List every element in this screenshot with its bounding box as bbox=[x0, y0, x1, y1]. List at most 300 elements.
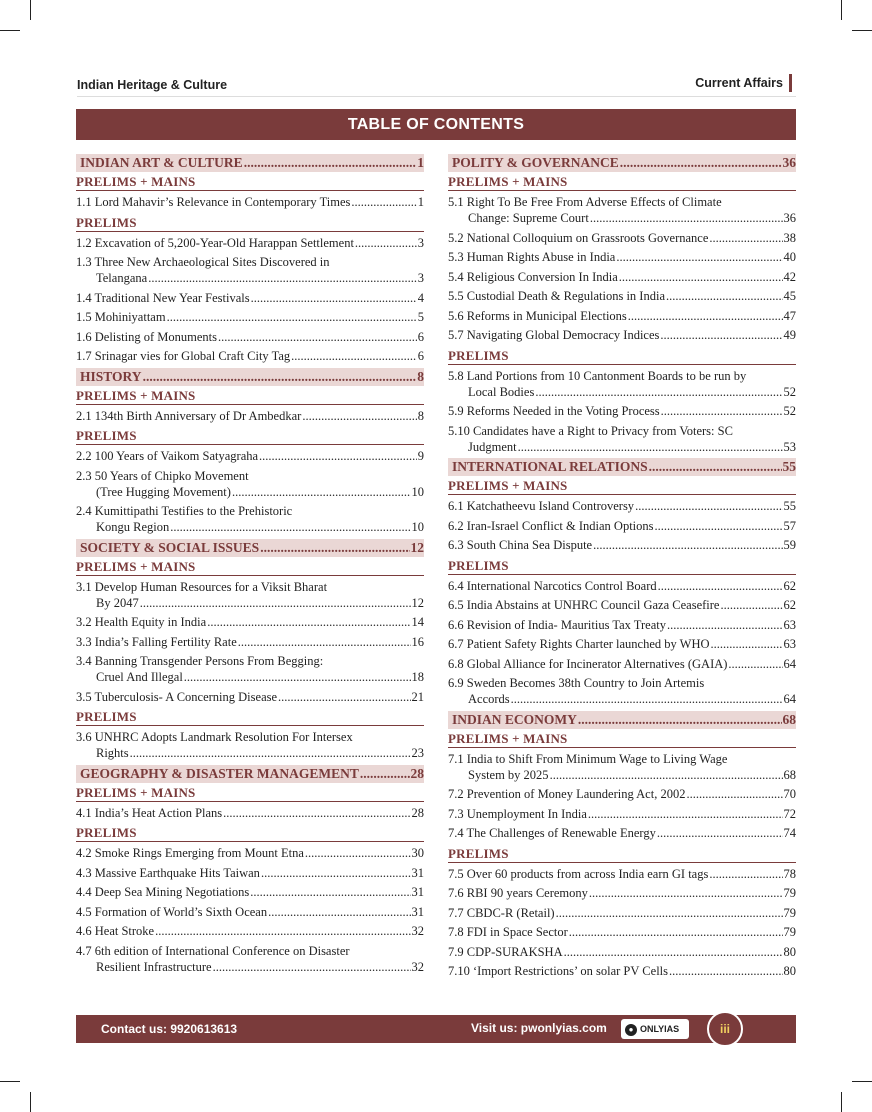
toc-entry[interactable] bbox=[76, 290, 424, 306]
entry-page-number: 21 bbox=[411, 689, 424, 704]
entry-row bbox=[76, 194, 424, 210]
entry-page-number: 10 bbox=[411, 520, 424, 534]
dot-leader bbox=[260, 539, 409, 557]
dot-leader bbox=[155, 923, 410, 939]
entry-title-line: 1.7 Srinagar vies for Global Craft City Tag bbox=[76, 349, 291, 363]
toc-entry[interactable] bbox=[76, 329, 424, 345]
entry-title-line: 4.4 Deep Sea Mining Negotiations bbox=[76, 885, 250, 899]
toc-entry[interactable] bbox=[448, 617, 796, 633]
dot-leader bbox=[261, 865, 411, 881]
section-heading[interactable] bbox=[76, 368, 424, 386]
entry-title-line: 5.10 Candidates have a Right to Privacy from Voters: SC bbox=[448, 423, 733, 438]
header-book-title: Indian Heritage & Culture bbox=[77, 78, 228, 92]
entry-title-line: 3.3 India’s Falling Fertility Rate bbox=[76, 634, 237, 649]
entry-page-number: 10 bbox=[411, 484, 424, 499]
toc-entry[interactable] bbox=[448, 368, 796, 400]
entry-title-line: Judgment bbox=[468, 439, 517, 454]
dot-leader bbox=[278, 689, 410, 705]
entry-title-line: 3.1 Develop Human Resources for a Viksit Bharat bbox=[76, 579, 328, 594]
entry-row bbox=[448, 537, 796, 553]
dot-leader bbox=[302, 408, 416, 424]
entry-row bbox=[448, 786, 796, 802]
entry-page-number: 32 bbox=[411, 924, 424, 938]
entry-page-number: 4 bbox=[417, 290, 424, 305]
toc-entry[interactable] bbox=[448, 825, 796, 841]
entry-title-line: 2.1 134th Birth Anniversary of Dr Ambedkar bbox=[76, 408, 302, 423]
section-page-number: 12 bbox=[410, 539, 424, 555]
entry-row bbox=[76, 689, 424, 705]
section-heading[interactable] bbox=[76, 765, 424, 783]
onlyias-logo bbox=[621, 1019, 689, 1039]
entry-page-number: 47 bbox=[783, 308, 796, 323]
logo-icon: ● bbox=[625, 1024, 637, 1036]
entry-title-line: 1.4 Traditional New Year Festivals bbox=[76, 290, 250, 305]
crop-mark bbox=[30, 1092, 31, 1112]
entry-row bbox=[448, 963, 796, 979]
entry-title-line: 7.8 FDI in Space Sector bbox=[448, 925, 568, 939]
toc-entry[interactable] bbox=[448, 944, 796, 960]
entry-page-number: 63 bbox=[783, 617, 796, 632]
section-heading[interactable] bbox=[448, 711, 796, 729]
entry-title-line: 7.1 India to Shift From Minimum Wage to Living Wage bbox=[448, 751, 728, 766]
entry-title-line: (Tree Hugging Movement) bbox=[96, 484, 231, 499]
entry-row bbox=[448, 885, 796, 901]
entry-page-number: 45 bbox=[783, 289, 796, 303]
entry-page-number: 8 bbox=[417, 408, 424, 423]
entry-title-line: 6.3 South China Sea Dispute bbox=[448, 538, 593, 552]
entry-title-line: Resilient Infrastructure bbox=[96, 959, 212, 974]
dot-leader bbox=[720, 597, 782, 613]
entry-row bbox=[448, 249, 796, 265]
toc-entry[interactable] bbox=[76, 653, 424, 685]
dot-leader bbox=[360, 765, 410, 783]
entry-title-line: 5.7 Navigating Global Democracy Indices bbox=[448, 328, 660, 342]
toc-entry[interactable] bbox=[448, 924, 796, 940]
toc-entry[interactable] bbox=[448, 230, 796, 246]
toc-entry[interactable] bbox=[76, 579, 424, 611]
entry-title-line: 5.1 Right To Be Free From Adverse Effects of Climate bbox=[448, 195, 722, 209]
entry-page-number: 62 bbox=[783, 578, 796, 593]
section-page-number: 1 bbox=[417, 155, 424, 170]
dot-leader bbox=[140, 595, 411, 611]
entry-title-line: 7.4 The Challenges of Renewable Energy bbox=[448, 826, 656, 840]
entry-page-number: 40 bbox=[783, 250, 796, 264]
toc-entry[interactable] bbox=[448, 249, 796, 265]
toc-entry[interactable] bbox=[76, 468, 424, 500]
entry-title-line: 6.9 Sweden Becomes 38th Country to Join Artemis bbox=[448, 676, 705, 690]
entry-row bbox=[448, 327, 796, 343]
entry-row bbox=[76, 448, 424, 464]
subheading: PRELIMS + MAINS bbox=[448, 173, 796, 191]
entry-title-line: 5.4 Religious Conversion In India bbox=[448, 269, 618, 284]
entry-row bbox=[76, 348, 424, 364]
entry-page-number: 6 bbox=[417, 349, 424, 363]
entry-title-line: Change: Supreme Court bbox=[468, 211, 589, 225]
toc-entry[interactable] bbox=[448, 786, 796, 802]
section-page-number: 68 bbox=[782, 711, 796, 727]
crop-mark bbox=[852, 30, 872, 31]
entry-row bbox=[448, 210, 796, 226]
header-section-title: Current Affairs bbox=[695, 74, 792, 92]
toc-entry[interactable] bbox=[448, 327, 796, 343]
dot-leader bbox=[305, 845, 411, 861]
entry-title-line: 6.5 India Abstains at UNHRC Council Gaza Ceasefire bbox=[448, 598, 720, 612]
entry-title-line: 4.2 Smoke Rings Emerging from Mount Etna bbox=[76, 846, 304, 860]
entry-row bbox=[76, 884, 424, 900]
crop-mark bbox=[0, 1081, 20, 1082]
section-heading[interactable] bbox=[76, 154, 424, 172]
entry-title-line: 5.5 Custodial Death & Regulations in India bbox=[448, 289, 665, 303]
toc-banner: TABLE OF CONTENTS bbox=[76, 109, 796, 140]
entry-row bbox=[448, 384, 796, 400]
entry-title-line: Telangana bbox=[96, 271, 148, 285]
section-title: INDIAN ECONOMY bbox=[452, 711, 577, 727]
toc-entry[interactable] bbox=[448, 308, 796, 324]
subheading: PRELIMS + MAINS bbox=[76, 558, 424, 576]
subheading: PRELIMS + MAINS bbox=[448, 730, 796, 748]
entry-title-line: By 2047 bbox=[96, 595, 139, 610]
entry-row bbox=[448, 825, 796, 841]
entry-page-number: 14 bbox=[411, 615, 424, 629]
entry-page-number: 3 bbox=[417, 235, 424, 250]
dot-leader bbox=[259, 448, 417, 464]
toc-entry[interactable] bbox=[76, 194, 424, 210]
entry-title-line: 5.3 Human Rights Abuse in India bbox=[448, 250, 616, 264]
dot-leader bbox=[667, 617, 783, 633]
dot-leader bbox=[711, 636, 783, 652]
dot-leader bbox=[578, 711, 782, 729]
toc-entry[interactable] bbox=[76, 729, 424, 761]
entry-row bbox=[448, 656, 796, 672]
toc-entry[interactable] bbox=[448, 597, 796, 613]
toc-entry[interactable] bbox=[76, 235, 424, 251]
toc-entry[interactable] bbox=[448, 636, 796, 652]
dot-leader bbox=[649, 458, 782, 476]
footer-website[interactable]: Visit us: pwonlyias.com bbox=[471, 1021, 607, 1035]
dot-leader bbox=[564, 944, 783, 960]
header-divider bbox=[77, 96, 796, 97]
dot-leader bbox=[590, 210, 783, 226]
section-title: GEOGRAPHY & DISASTER MANAGEMENT bbox=[80, 765, 359, 781]
entry-page-number: 68 bbox=[783, 767, 796, 782]
entry-title-line: 3.5 Tuberculosis- A Concerning Disease bbox=[76, 689, 278, 704]
entry-title-line: 5.2 National Colloquium on Grassroots Governance bbox=[448, 230, 709, 245]
dot-leader bbox=[143, 368, 417, 386]
entry-row bbox=[448, 924, 796, 940]
toc-entry[interactable] bbox=[448, 905, 796, 921]
entry-page-number: 53 bbox=[783, 439, 796, 454]
toc-entry[interactable] bbox=[76, 689, 424, 705]
dot-leader bbox=[657, 825, 783, 841]
toc-entry[interactable] bbox=[448, 806, 796, 822]
crop-mark bbox=[30, 0, 31, 20]
toc-entry[interactable] bbox=[76, 503, 424, 535]
entry-row bbox=[448, 288, 796, 304]
toc-entry[interactable] bbox=[76, 884, 424, 900]
toc-right-column bbox=[448, 154, 796, 983]
entry-page-number: 79 bbox=[783, 925, 796, 939]
entry-row bbox=[76, 805, 424, 821]
entry-page-number: 31 bbox=[411, 885, 424, 899]
entry-title-line: 5.9 Reforms Needed in the Voting Process bbox=[448, 404, 660, 418]
dot-leader bbox=[213, 959, 411, 975]
dot-leader bbox=[207, 614, 410, 630]
toc-entry[interactable] bbox=[76, 904, 424, 920]
entry-title-line: 3.2 Health Equity in India bbox=[76, 615, 207, 629]
section-title: POLITY & GOVERNANCE bbox=[452, 155, 619, 170]
dot-leader bbox=[535, 384, 782, 400]
crop-mark bbox=[0, 30, 20, 31]
crop-mark bbox=[852, 1081, 872, 1082]
entry-page-number: 6 bbox=[417, 329, 424, 344]
toc-entry[interactable] bbox=[76, 309, 424, 325]
entry-page-number: 31 bbox=[411, 904, 424, 919]
page-number: iii bbox=[707, 1011, 743, 1047]
entry-page-number: 59 bbox=[783, 538, 796, 552]
entry-page-number: 80 bbox=[783, 944, 796, 959]
toc-entry[interactable] bbox=[448, 403, 796, 419]
dot-leader bbox=[661, 403, 783, 419]
entry-title-line: 7.10 ‘Import Restrictions’ on solar PV Cells bbox=[448, 964, 669, 978]
toc-entry[interactable] bbox=[448, 963, 796, 979]
subheading: PRELIMS bbox=[448, 347, 796, 365]
dot-leader bbox=[130, 745, 411, 761]
entry-page-number: 79 bbox=[783, 905, 796, 920]
dot-leader bbox=[355, 235, 417, 251]
dot-leader bbox=[635, 498, 782, 514]
dot-leader bbox=[184, 669, 411, 685]
dot-leader bbox=[250, 884, 410, 900]
entry-row bbox=[76, 309, 424, 325]
entry-row bbox=[76, 235, 424, 251]
toc-entry[interactable] bbox=[448, 885, 796, 901]
entry-page-number: 42 bbox=[783, 269, 796, 284]
entry-row bbox=[448, 767, 796, 783]
dot-leader bbox=[223, 805, 410, 821]
entry-row bbox=[76, 634, 424, 650]
dot-leader bbox=[167, 309, 417, 325]
entry-page-number: 23 bbox=[411, 746, 424, 760]
dot-leader bbox=[569, 924, 783, 940]
entry-row bbox=[76, 614, 424, 630]
entry-row bbox=[448, 597, 796, 613]
entry-row bbox=[76, 290, 424, 306]
toc-entry[interactable] bbox=[448, 498, 796, 514]
toc-entry[interactable] bbox=[76, 408, 424, 424]
footer-bar bbox=[76, 1015, 796, 1043]
entry-page-number: 30 bbox=[411, 846, 424, 860]
section-page-number: 55 bbox=[782, 459, 796, 474]
entry-page-number: 36 bbox=[783, 211, 796, 225]
section-title: HISTORY bbox=[80, 368, 142, 384]
subheading: PRELIMS + MAINS bbox=[448, 477, 796, 495]
subheading: PRELIMS bbox=[448, 557, 796, 575]
section-title: SOCIETY & SOCIAL ISSUES bbox=[80, 539, 260, 555]
entry-page-number: 38 bbox=[783, 230, 796, 245]
entry-title-line: 4.1 India’s Heat Action Plans bbox=[76, 805, 223, 820]
section-heading[interactable] bbox=[448, 458, 796, 476]
section-heading[interactable] bbox=[448, 154, 796, 172]
entry-row bbox=[448, 636, 796, 652]
toc-entry[interactable] bbox=[448, 288, 796, 304]
entry-title-line: 5.8 Land Portions from 10 Cantonment Boards to be run by bbox=[448, 368, 747, 383]
entry-title-line: 1.3 Three New Archaeological Sites Discovered in bbox=[76, 255, 330, 269]
subheading: PRELIMS bbox=[448, 845, 796, 863]
toc-entry[interactable] bbox=[76, 254, 424, 286]
section-heading[interactable] bbox=[76, 539, 424, 557]
toc-entry[interactable] bbox=[448, 269, 796, 285]
entry-row bbox=[448, 403, 796, 419]
dot-leader bbox=[232, 484, 411, 500]
entry-row bbox=[448, 944, 796, 960]
entry-page-number: 3 bbox=[417, 271, 424, 285]
entry-page-number: 80 bbox=[783, 964, 796, 978]
dot-leader bbox=[218, 329, 417, 345]
toc-entry[interactable] bbox=[76, 614, 424, 630]
entry-row bbox=[448, 617, 796, 633]
dot-leader bbox=[593, 537, 782, 553]
entry-title-line: 1.1 Lord Mahavir’s Relevance in Contemporary Times bbox=[76, 195, 351, 209]
crop-mark bbox=[841, 1092, 842, 1112]
entry-title-line: 5.6 Reforms in Municipal Elections bbox=[448, 308, 627, 323]
entry-title-line: 4.5 Formation of World’s Sixth Ocean bbox=[76, 904, 268, 919]
entry-title-line: 2.3 50 Years of Chipko Movement bbox=[76, 468, 249, 483]
entry-title-line: 4.7 6th edition of International Conference on Disaster bbox=[76, 943, 350, 958]
entry-page-number: 70 bbox=[783, 787, 796, 801]
entry-row bbox=[448, 308, 796, 324]
entry-page-number: 52 bbox=[783, 404, 796, 418]
section-title: INDIAN ART & CULTURE bbox=[80, 155, 243, 170]
toc-entry[interactable] bbox=[448, 656, 796, 672]
toc-entry[interactable] bbox=[76, 923, 424, 939]
dot-leader bbox=[666, 288, 783, 304]
entry-page-number: 78 bbox=[783, 866, 796, 881]
dot-leader bbox=[550, 767, 783, 783]
toc-entry[interactable] bbox=[76, 865, 424, 881]
crop-mark bbox=[841, 0, 842, 20]
toc-entry[interactable] bbox=[448, 578, 796, 594]
entry-row bbox=[448, 269, 796, 285]
dot-leader bbox=[616, 249, 782, 265]
entry-row bbox=[76, 408, 424, 424]
dot-leader bbox=[655, 518, 783, 534]
entry-page-number: 72 bbox=[783, 806, 796, 821]
dot-leader bbox=[658, 578, 783, 594]
dot-leader bbox=[170, 519, 410, 535]
dot-leader bbox=[619, 269, 783, 285]
entry-title-line: 3.4 Banning Transgender Persons From Begging: bbox=[76, 654, 324, 668]
dot-leader bbox=[686, 786, 782, 802]
toc-entry[interactable] bbox=[76, 805, 424, 821]
entry-row bbox=[76, 595, 424, 611]
entry-row bbox=[76, 904, 424, 920]
entry-title-line: 4.6 Heat Stroke bbox=[76, 924, 155, 938]
entry-row bbox=[76, 865, 424, 881]
toc-entry[interactable] bbox=[76, 634, 424, 650]
toc-entry[interactable] bbox=[76, 943, 424, 975]
subheading: PRELIMS + MAINS bbox=[76, 173, 424, 191]
entry-page-number: 31 bbox=[411, 865, 424, 880]
toc-left-column bbox=[76, 154, 424, 978]
entry-page-number: 57 bbox=[783, 518, 796, 533]
toc-entry[interactable] bbox=[448, 751, 796, 783]
subheading: PRELIMS bbox=[76, 824, 424, 842]
toc-entry[interactable] bbox=[448, 194, 796, 226]
entry-page-number: 74 bbox=[783, 826, 796, 840]
dot-leader bbox=[628, 308, 783, 324]
entry-page-number: 64 bbox=[783, 692, 796, 706]
dot-leader bbox=[511, 691, 783, 707]
entry-page-number: 9 bbox=[417, 449, 424, 463]
subheading: PRELIMS + MAINS bbox=[76, 784, 424, 802]
entry-title-line: 2.2 100 Years of Vaikom Satyagraha bbox=[76, 449, 259, 463]
entry-title-line: Local Bodies bbox=[468, 384, 535, 399]
entry-row bbox=[76, 845, 424, 861]
entry-title-line: 6.6 Revision of India- Mauritius Tax Treaty bbox=[448, 617, 666, 632]
entry-row bbox=[76, 484, 424, 500]
footer-contact: Contact us: 9920613613 bbox=[101, 1022, 238, 1036]
toc-entry[interactable] bbox=[448, 537, 796, 553]
dot-leader bbox=[669, 963, 782, 979]
toc-entry[interactable] bbox=[448, 518, 796, 534]
logo-text: ONLYIAS bbox=[640, 1024, 680, 1034]
toc-entry[interactable] bbox=[448, 423, 796, 455]
dot-leader bbox=[588, 806, 783, 822]
entry-row bbox=[448, 518, 796, 534]
subheading: PRELIMS bbox=[76, 214, 424, 232]
entry-title-line: 6.1 Katchatheevu Island Controversy bbox=[448, 499, 635, 513]
toc-entry[interactable] bbox=[448, 866, 796, 882]
toc-entry[interactable] bbox=[76, 448, 424, 464]
subheading: PRELIMS bbox=[76, 708, 424, 726]
entry-title-line: 6.4 International Narcotics Control Board bbox=[448, 578, 657, 593]
entry-row bbox=[448, 806, 796, 822]
toc-entry[interactable] bbox=[76, 845, 424, 861]
entry-page-number: 18 bbox=[411, 670, 424, 684]
entry-title-line: 7.2 Prevention of Money Laundering Act, 2002 bbox=[448, 787, 686, 801]
section-page-number: 28 bbox=[410, 765, 424, 781]
section-title: INTERNATIONAL RELATIONS bbox=[452, 459, 648, 474]
dot-leader bbox=[268, 904, 410, 920]
entry-page-number: 62 bbox=[783, 598, 796, 612]
entry-title-line: 6.8 Global Alliance for Incinerator Alternatives (GAIA) bbox=[448, 656, 728, 671]
dot-leader bbox=[556, 905, 783, 921]
dot-leader bbox=[148, 270, 417, 286]
entry-title-line: Kongu Region bbox=[96, 520, 170, 534]
entry-row bbox=[448, 866, 796, 882]
subheading: PRELIMS bbox=[76, 427, 424, 445]
dot-leader bbox=[351, 194, 416, 210]
toc-entry[interactable] bbox=[76, 348, 424, 364]
entry-title-line: Accords bbox=[468, 692, 510, 706]
dot-leader bbox=[251, 290, 417, 306]
dot-leader bbox=[709, 866, 782, 882]
entry-title-line: 4.3 Massive Earthquake Hits Taiwan bbox=[76, 865, 260, 880]
entry-title-line: Rights bbox=[96, 746, 129, 760]
entry-row bbox=[76, 519, 424, 535]
entry-row bbox=[76, 669, 424, 685]
dot-leader bbox=[660, 327, 782, 343]
entry-page-number: 1 bbox=[417, 195, 424, 209]
section-page-number: 36 bbox=[782, 155, 796, 170]
entry-row bbox=[76, 923, 424, 939]
entry-row bbox=[76, 745, 424, 761]
toc-entry[interactable] bbox=[448, 675, 796, 707]
entry-title-line: 1.2 Excavation of 5,200-Year-Old Harappan Settlement bbox=[76, 235, 354, 250]
entry-row bbox=[448, 230, 796, 246]
dot-leader bbox=[238, 634, 411, 650]
dot-leader bbox=[518, 439, 783, 455]
